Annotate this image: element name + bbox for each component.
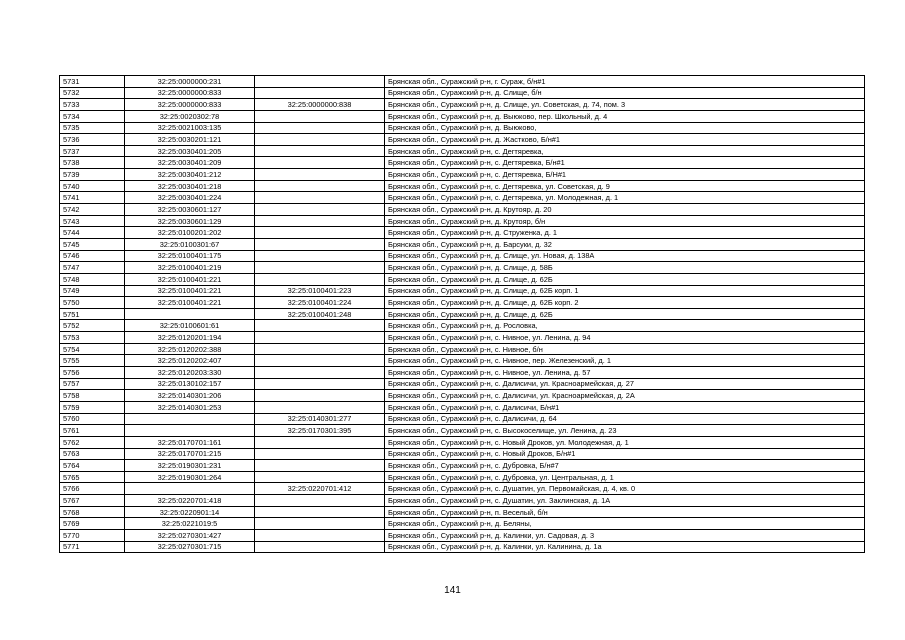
- address-cell: Брянская обл., Суражский р-н, с. Дегтяревка, ул. Молодежная, д. 1: [385, 192, 865, 204]
- linked-cadastral-number-cell: [255, 192, 385, 204]
- table-row: [60, 238, 865, 250]
- cadastral-number-cell: 32:25:0130102:157: [125, 378, 255, 390]
- linked-cadastral-number-cell: 32:25:0100401:224: [255, 297, 385, 309]
- cadastral-number-cell: 32:25:0100401:221: [125, 297, 255, 309]
- row-number-cell: 5752: [60, 320, 125, 332]
- address-cell: Брянская обл., Суражский р-н, с. Дубровка, Б/н#7: [385, 460, 865, 472]
- cadastral-number-cell: 32:25:0030401:205: [125, 145, 255, 157]
- table-row: [60, 495, 865, 507]
- address-cell: Брянская обл., Суражский р-н, с. Нивное, ул. Ленина, д. 94: [385, 332, 865, 344]
- address-cell: Брянская обл., Суражский р-н, с. Высокоселище, ул. Ленина, д. 23: [385, 425, 865, 437]
- table-row: [60, 99, 865, 111]
- table-row: [60, 227, 865, 239]
- row-number-cell: 5770: [60, 529, 125, 541]
- row-number-cell: 5739: [60, 169, 125, 181]
- table-row: [60, 541, 865, 553]
- row-number-cell: 5747: [60, 262, 125, 274]
- linked-cadastral-number-cell: [255, 238, 385, 250]
- address-cell: Брянская обл., Суражский р-н, д. Калинки, ул. Калинина, д. 1а: [385, 541, 865, 553]
- cadastral-number-cell: 32:25:0100401:175: [125, 250, 255, 262]
- row-number-cell: 5761: [60, 425, 125, 437]
- linked-cadastral-number-cell: [255, 110, 385, 122]
- cadastral-number-cell: 32:25:0100301:67: [125, 238, 255, 250]
- address-cell: Брянская обл., Суражский р-н, д. Крутояр, д. 20: [385, 204, 865, 216]
- linked-cadastral-number-cell: [255, 460, 385, 472]
- address-cell: Брянская обл., Суражский р-н, д. Струженка, д. 1: [385, 227, 865, 239]
- address-cell: Брянская обл., Суражский р-н, с. Дегтяревка, Б/Н#1: [385, 169, 865, 181]
- row-number-cell: 5760: [60, 413, 125, 425]
- row-number-cell: 5756: [60, 367, 125, 379]
- linked-cadastral-number-cell: [255, 471, 385, 483]
- address-cell: Брянская обл., Суражский р-н, с. Нивное, б/н: [385, 343, 865, 355]
- cadastral-number-cell: 32:25:0020302:78: [125, 110, 255, 122]
- address-cell: Брянская обл., Суражский р-н, с. Нивное, ул. Ленина, д. 57: [385, 367, 865, 379]
- linked-cadastral-number-cell: [255, 367, 385, 379]
- linked-cadastral-number-cell: [255, 436, 385, 448]
- row-number-cell: 5742: [60, 204, 125, 216]
- address-cell: Брянская обл., Суражский р-н, с. Дубровка, ул. Центральная, д. 1: [385, 471, 865, 483]
- row-number-cell: 5745: [60, 238, 125, 250]
- linked-cadastral-number-cell: [255, 87, 385, 99]
- address-cell: Брянская обл., Суражский р-н, д. Жастково, Б/н#1: [385, 134, 865, 146]
- address-cell: Брянская обл., Суражский р-н, д. Крутояр, б/н: [385, 215, 865, 227]
- linked-cadastral-number-cell: [255, 262, 385, 274]
- cadastral-number-cell: 32:25:0170701:215: [125, 448, 255, 460]
- linked-cadastral-number-cell: [255, 529, 385, 541]
- table-row: [60, 320, 865, 332]
- address-cell: Брянская обл., Суражский р-н, с. Душатин, ул. Первомайская, д. 4, кв. 0: [385, 483, 865, 495]
- address-cell: Брянская обл., Суражский р-н, п. Веселый, б/н: [385, 506, 865, 518]
- address-cell: Брянская обл., Суражский р-н, д. Рословка,: [385, 320, 865, 332]
- cadastral-number-cell: [125, 413, 255, 425]
- table-row: [60, 157, 865, 169]
- cadastral-number-cell: 32:25:0030601:129: [125, 215, 255, 227]
- row-number-cell: 5746: [60, 250, 125, 262]
- address-cell: Брянская обл., Суражский р-н, с. Далисичи, Б/н#1: [385, 401, 865, 413]
- cadastral-number-cell: 32:25:0100601:61: [125, 320, 255, 332]
- table-row: [60, 169, 865, 181]
- cadastral-number-cell: 32:25:0220901:14: [125, 506, 255, 518]
- linked-cadastral-number-cell: [255, 169, 385, 181]
- cadastral-number-cell: 32:25:0030401:209: [125, 157, 255, 169]
- row-number-cell: 5734: [60, 110, 125, 122]
- linked-cadastral-number-cell: [255, 378, 385, 390]
- linked-cadastral-number-cell: [255, 541, 385, 553]
- address-cell: Брянская обл., Суражский р-н, с. Душатин, ул. Заклинская, д. 1А: [385, 495, 865, 507]
- cadastral-number-cell: [125, 483, 255, 495]
- address-cell: Брянская обл., Суражский р-н, д. Слище, д. 62Б корп. 2: [385, 297, 865, 309]
- linked-cadastral-number-cell: [255, 518, 385, 530]
- linked-cadastral-number-cell: [255, 180, 385, 192]
- row-number-cell: 5744: [60, 227, 125, 239]
- table-row: [60, 273, 865, 285]
- table-row: [60, 122, 865, 134]
- table-row: [60, 343, 865, 355]
- table-row: [60, 378, 865, 390]
- row-number-cell: 5740: [60, 180, 125, 192]
- linked-cadastral-number-cell: [255, 355, 385, 367]
- row-number-cell: 5737: [60, 145, 125, 157]
- cadastral-number-cell: 32:25:0100201:202: [125, 227, 255, 239]
- cadastral-number-cell: 32:25:0030401:212: [125, 169, 255, 181]
- row-number-cell: 5751: [60, 308, 125, 320]
- row-number-cell: 5759: [60, 401, 125, 413]
- linked-cadastral-number-cell: 32:25:0100401:248: [255, 308, 385, 320]
- table-row: [60, 87, 865, 99]
- table-row: [60, 215, 865, 227]
- cadastral-number-cell: 32:25:0220701:418: [125, 495, 255, 507]
- table-row: [60, 297, 865, 309]
- address-cell: Брянская обл., Суражский р-н, с. Далисичи, ул. Красноармейская, д. 2А: [385, 390, 865, 402]
- table-row: [60, 448, 865, 460]
- cadastral-number-cell: [125, 425, 255, 437]
- table-row: [60, 529, 865, 541]
- address-cell: Брянская обл., Суражский р-н, д. Слище, ул. Новая, д. 138А: [385, 250, 865, 262]
- cadastral-number-cell: 32:25:0030201:121: [125, 134, 255, 146]
- address-cell: Брянская обл., Суражский р-н, с. Новый Дроков, Б/н#1: [385, 448, 865, 460]
- row-number-cell: 5763: [60, 448, 125, 460]
- address-cell: Брянская обл., Суражский р-н, д. Слище, д. 62Б корп. 1: [385, 285, 865, 297]
- linked-cadastral-number-cell: 32:25:0100401:223: [255, 285, 385, 297]
- linked-cadastral-number-cell: [255, 134, 385, 146]
- cadastral-number-cell: 32:25:0000000:833: [125, 99, 255, 111]
- row-number-cell: 5732: [60, 87, 125, 99]
- linked-cadastral-number-cell: [255, 343, 385, 355]
- table-row: [60, 332, 865, 344]
- table-row: [60, 262, 865, 274]
- table-row: [60, 180, 865, 192]
- row-number-cell: 5743: [60, 215, 125, 227]
- linked-cadastral-number-cell: [255, 122, 385, 134]
- table-row: [60, 308, 865, 320]
- row-number-cell: 5764: [60, 460, 125, 472]
- address-cell: Брянская обл., Суражский р-н, г. Сураж, б/н#1: [385, 76, 865, 88]
- row-number-cell: 5733: [60, 99, 125, 111]
- cadastral-number-cell: 32:25:0140301:206: [125, 390, 255, 402]
- table-row: [60, 471, 865, 483]
- linked-cadastral-number-cell: 32:25:0140301:277: [255, 413, 385, 425]
- address-cell: Брянская обл., Суражский р-н, д. Слище, б/н: [385, 87, 865, 99]
- row-number-cell: 5754: [60, 343, 125, 355]
- address-cell: Брянская обл., Суражский р-н, с. Новый Дроков, ул. Молодежная, д. 1: [385, 436, 865, 448]
- cadastral-number-cell: 32:25:0120202:388: [125, 343, 255, 355]
- cadastral-number-cell: 32:25:0270301:427: [125, 529, 255, 541]
- linked-cadastral-number-cell: 32:25:0220701:412: [255, 483, 385, 495]
- row-number-cell: 5768: [60, 506, 125, 518]
- address-cell: Брянская обл., Суражский р-н, д. Барсуки, д. 32: [385, 238, 865, 250]
- records-table: [59, 75, 865, 553]
- cadastral-number-cell: 32:25:0030401:218: [125, 180, 255, 192]
- cadastral-number-cell: 32:25:0030401:224: [125, 192, 255, 204]
- row-number-cell: 5771: [60, 541, 125, 553]
- linked-cadastral-number-cell: [255, 273, 385, 285]
- address-cell: Брянская обл., Суражский р-н, д. Выюково,: [385, 122, 865, 134]
- row-number-cell: 5762: [60, 436, 125, 448]
- linked-cadastral-number-cell: [255, 495, 385, 507]
- address-cell: Брянская обл., Суражский р-н, с. Дегтяревка,: [385, 145, 865, 157]
- row-number-cell: 5769: [60, 518, 125, 530]
- row-number-cell: 5731: [60, 76, 125, 88]
- linked-cadastral-number-cell: [255, 145, 385, 157]
- address-cell: Брянская обл., Суражский р-н, д. Беляны,: [385, 518, 865, 530]
- cadastral-number-cell: [125, 308, 255, 320]
- address-cell: Брянская обл., Суражский р-н, д. Калинки, ул. Садовая, д. 3: [385, 529, 865, 541]
- cadastral-number-cell: 32:25:0000000:833: [125, 87, 255, 99]
- row-number-cell: 5750: [60, 297, 125, 309]
- table-row: [60, 76, 865, 88]
- cadastral-number-cell: 32:25:0120202:407: [125, 355, 255, 367]
- row-number-cell: 5749: [60, 285, 125, 297]
- cadastral-number-cell: 32:25:0100401:221: [125, 273, 255, 285]
- address-cell: Брянская обл., Суражский р-н, с. Далисичи, ул. Красноармейская, д. 27: [385, 378, 865, 390]
- table-row: [60, 355, 865, 367]
- table-row: [60, 460, 865, 472]
- linked-cadastral-number-cell: 32:25:0170301:395: [255, 425, 385, 437]
- row-number-cell: 5748: [60, 273, 125, 285]
- linked-cadastral-number-cell: [255, 506, 385, 518]
- table-row: [60, 518, 865, 530]
- row-number-cell: 5755: [60, 355, 125, 367]
- cadastral-number-cell: 32:25:0190301:264: [125, 471, 255, 483]
- table-row: [60, 436, 865, 448]
- address-cell: Брянская обл., Суражский р-н, с. Далисичи, д. 64: [385, 413, 865, 425]
- row-number-cell: 5741: [60, 192, 125, 204]
- address-cell: Брянская обл., Суражский р-н, с. Нивное, пер. Железенский, д. 1: [385, 355, 865, 367]
- linked-cadastral-number-cell: [255, 250, 385, 262]
- cadastral-number-cell: 32:25:0120201:194: [125, 332, 255, 344]
- linked-cadastral-number-cell: [255, 227, 385, 239]
- cadastral-number-cell: 32:25:0190301:231: [125, 460, 255, 472]
- linked-cadastral-number-cell: [255, 390, 385, 402]
- address-cell: Брянская обл., Суражский р-н, д. Слище, ул. Советская, д. 74, пом. 3: [385, 99, 865, 111]
- address-cell: Брянская обл., Суражский р-н, д. Выюково, пер. Школьный, д. 4: [385, 110, 865, 122]
- linked-cadastral-number-cell: [255, 320, 385, 332]
- cadastral-number-cell: 32:25:0140301:253: [125, 401, 255, 413]
- address-cell: Брянская обл., Суражский р-н, с. Дегтяревка, Б/н#1: [385, 157, 865, 169]
- cadastral-number-cell: 32:25:0030601:127: [125, 204, 255, 216]
- linked-cadastral-number-cell: [255, 76, 385, 88]
- address-cell: Брянская обл., Суражский р-н, с. Дегтяревка, ул. Советская, д. 9: [385, 180, 865, 192]
- row-number-cell: 5753: [60, 332, 125, 344]
- table-row: [60, 401, 865, 413]
- table-body: [60, 76, 865, 553]
- row-number-cell: 5766: [60, 483, 125, 495]
- page-number: 141: [444, 585, 461, 596]
- linked-cadastral-number-cell: [255, 401, 385, 413]
- address-cell: Брянская обл., Суражский р-н, д. Слище, д. 62Б: [385, 308, 865, 320]
- cadastral-number-cell: 32:25:0270301:715: [125, 541, 255, 553]
- table-row: [60, 425, 865, 437]
- table-row: [60, 483, 865, 495]
- table-row: [60, 250, 865, 262]
- linked-cadastral-number-cell: 32:25:0000000:838: [255, 99, 385, 111]
- table-row: [60, 413, 865, 425]
- row-number-cell: 5736: [60, 134, 125, 146]
- cadastral-number-cell: 32:25:0221019:5: [125, 518, 255, 530]
- row-number-cell: 5735: [60, 122, 125, 134]
- table-row: [60, 110, 865, 122]
- row-number-cell: 5765: [60, 471, 125, 483]
- table-row: [60, 134, 865, 146]
- address-cell: Брянская обл., Суражский р-н, д. Слище, д. 58Б: [385, 262, 865, 274]
- row-number-cell: 5738: [60, 157, 125, 169]
- row-number-cell: 5758: [60, 390, 125, 402]
- table-row: [60, 192, 865, 204]
- cadastral-number-cell: 32:25:0021003:135: [125, 122, 255, 134]
- table-row: [60, 285, 865, 297]
- cadastral-number-cell: 32:25:0120203:330: [125, 367, 255, 379]
- row-number-cell: 5757: [60, 378, 125, 390]
- linked-cadastral-number-cell: [255, 204, 385, 216]
- table-row: [60, 204, 865, 216]
- cadastral-number-cell: 32:25:0100401:219: [125, 262, 255, 274]
- cadastral-number-cell: 32:25:0170701:161: [125, 436, 255, 448]
- linked-cadastral-number-cell: [255, 215, 385, 227]
- row-number-cell: 5767: [60, 495, 125, 507]
- linked-cadastral-number-cell: [255, 448, 385, 460]
- cadastral-number-cell: 32:25:0100401:221: [125, 285, 255, 297]
- table-row: [60, 390, 865, 402]
- table-row: [60, 367, 865, 379]
- address-cell: Брянская обл., Суражский р-н, д. Слище, д. 62Б: [385, 273, 865, 285]
- linked-cadastral-number-cell: [255, 332, 385, 344]
- linked-cadastral-number-cell: [255, 157, 385, 169]
- table-row: [60, 145, 865, 157]
- cadastral-number-cell: 32:25:0000000:231: [125, 76, 255, 88]
- table-row: [60, 506, 865, 518]
